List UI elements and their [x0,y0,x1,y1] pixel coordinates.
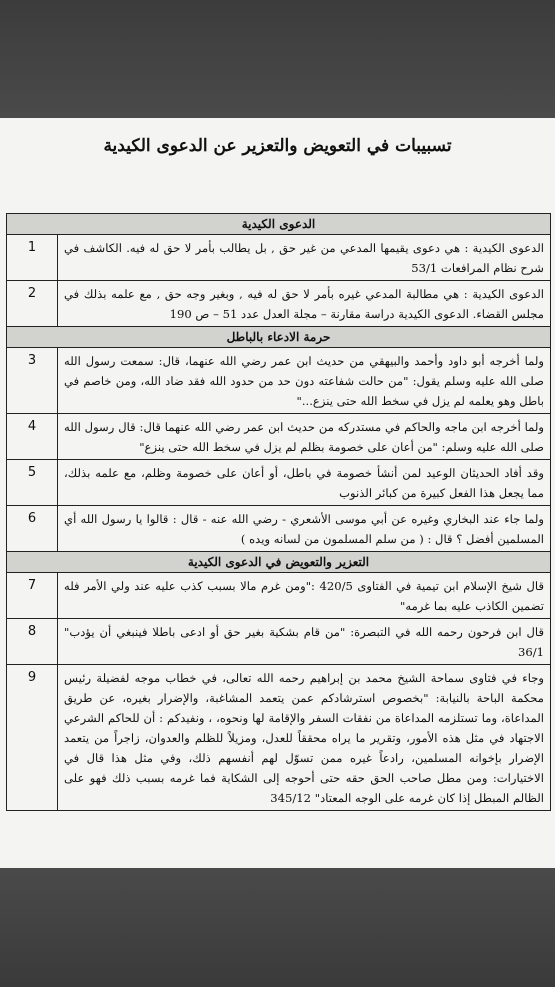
row-number: 9 [7,665,58,811]
table-row [7,281,551,327]
table-row [7,460,551,506]
row-number: 1 [7,235,58,281]
row-text: الدعوى الكيدية : هي مطالبة المدعي غيره بأمر لا حق له فيه , وبغير وجه حق , مع علمه بذلك في مجلس القضاء. الدعوى الكيدية دراسة مقارنة – مجلة العدل عدد 51 – ص 190 [58,281,551,327]
document-page [0,118,555,868]
row-text: ولما جاء عند البخاري وغيره عن أبي موسى الأشعري - رضي الله عنه - قال : قالوا يا رسول الله أي المسلمين أفضل ؟ قال : ( من سلم المسلمون من لسانه ويده ) [58,506,551,552]
row-text: ولما أخرجه أبو داود وأحمد والبيهقي من حديث ابن عمر رضي الله عنهما، قال: سمعت رسول الله صلى الله عليه وسلم يقول: "من حالت شفاعته دون حد من حدود الله فقد ضاد الله، ومن خاصم في باطل وهو يعلمه لم يزل في سخط الله حتى ينزع..." [58,348,551,414]
table-row [7,619,551,665]
row-text: وجاء في فتاوى سماحة الشيخ محمد بن إبراهيم رحمه الله تعالى، في خطاب موجه لفضيلة رئيس محكمة الباحة بالنيابة: "بخصوص استرشادكم عمن يتعمد المشاغبة، والإضرار بغيره، عن طريق المداعاة، وما تستلزمه المداعاة من نفقات السفر والإقامة لها ونحوه، ، ونفيدكم : أن للحاكم الشرعي الاجتهاد في مثل هذه الأمور، وتقرير ما يراه محققاً للعدل، ومزيلاً للظلم والعدوان، زاجراً من يتعمد الإضرار بإخوانه المسلمين، رادعاً غيره ممن تسوّل لهم أنفسهم ذلك، وفي مثل هذا قال في الاختيارات: ومن مطل صاحب الحق حقه حتى أحوجه إلى الشكاية فما غرمه بسبب ذلك فهو على الظالم المبطل إذا كان غرمه على الوجه المعتاد" 345/12 [58,665,551,811]
row-number: 4 [7,414,58,460]
rulings-table [6,213,551,811]
table-row [7,506,551,552]
row-text: وقد أفاد الحديثان الوعيد لمن أنشأ خصومة في باطل، أو أعان على خصومة وظلم، مع علمه بذلك، مما يجعل هذا الفعل كبيرة من كبائر الذنوب [58,460,551,506]
table-row [7,235,551,281]
document-title: تسبيبات في التعويض والتعزير عن الدعوى الكيدية [103,136,452,156]
table-row [7,414,551,460]
table-row [7,573,551,619]
section-heading: حرمة الادعاء بالباطل [7,327,551,348]
row-number: 6 [7,506,58,552]
row-text: قال شيخ الإسلام ابن تيمية في الفتاوى 420/5 :"ومن غرم مالا بسبب كذب عليه عند ولي الأمر فله تضمين الكاذب عليه بما غرمه" [58,573,551,619]
photo-dark-bottom-background [0,868,555,987]
row-text: ولما أخرجه ابن ماجه والحاكم في مستدركه من حديث ابن عمر رضي الله عنهما قال: قال رسول الله صلى الله عليه وسلم: "من أعان على خصومة بظلم لم يزل في سخط الله حتى ينزع" [58,414,551,460]
section-header-row [7,327,551,348]
section-header-row [7,552,551,573]
section-header-row [7,214,551,235]
section-heading: الدعوى الكيدية [7,214,551,235]
section-heading: التعزير والتعويض في الدعوى الكيدية [7,552,551,573]
row-number: 7 [7,573,58,619]
row-number: 2 [7,281,58,327]
photo-dark-top-background [0,0,555,118]
row-text: قال ابن فرحون رحمه الله في التبصرة: "من قام بشكية بغير حق أو ادعى باطلا فينبغي أن يؤدب" 36/1 [58,619,551,665]
row-number: 3 [7,348,58,414]
row-text: الدعوى الكيدية : هي دعوى يقيمها المدعي من غير حق , بل يطالب بأمر لا حق له فيه. الكاشف في شرح نظام المرافعات 53/1 [58,235,551,281]
table-row [7,665,551,811]
row-number: 5 [7,460,58,506]
row-number: 8 [7,619,58,665]
table-row [7,348,551,414]
